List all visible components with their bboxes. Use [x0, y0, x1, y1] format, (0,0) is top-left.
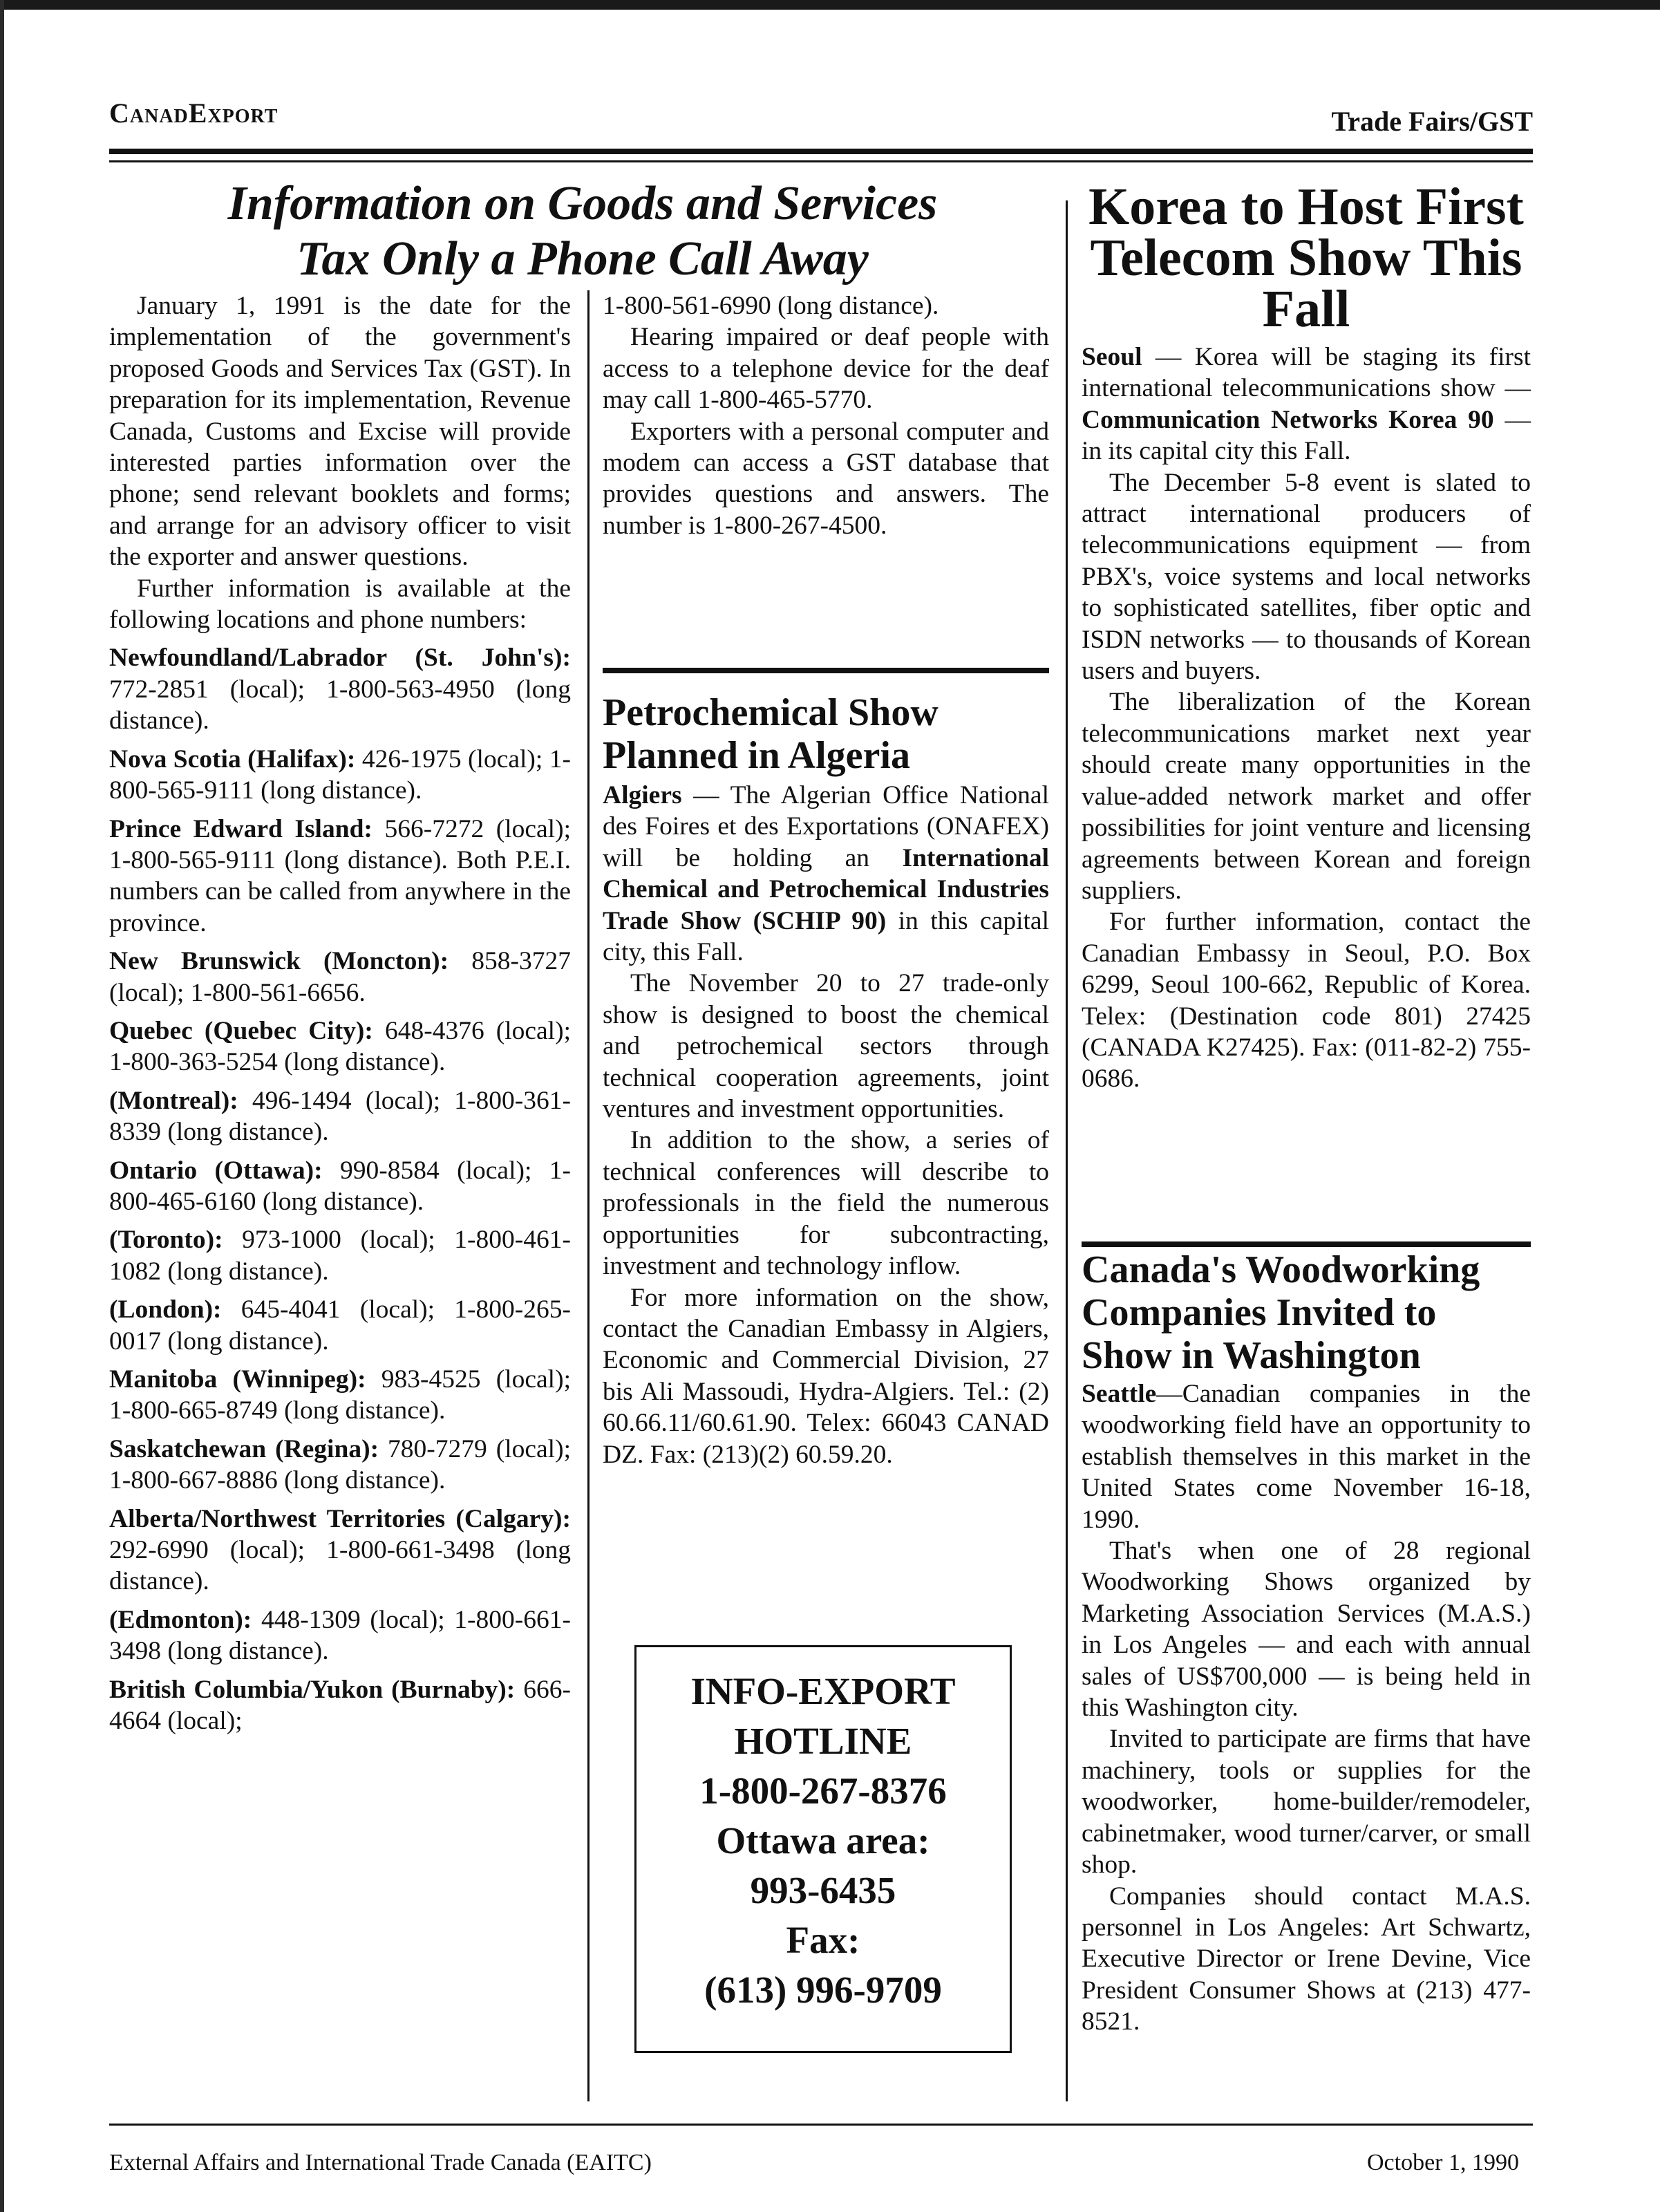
hotline-ottawa-number: 993-6435 [750, 1869, 896, 1911]
korea-headline: Korea to Host First Telecom Show This Fall [1088, 178, 1524, 338]
footer-date: October 1, 1990 [1366, 2150, 1519, 2175]
scan-top-edge [0, 0, 1660, 10]
woodworking-headline: Canada's Woodworking Companies Invited to Show in Washington [1082, 1248, 1480, 1377]
algeria-paragraph-4: For more information on the show, contact the Canadian Embassy in Algiers, Economic and Commercial Division, 27 bis Ali Massoudi, Hydra-Algiers. Tel.: (2) 60.66.11/60.61.90. Telex: 66043 CANAD DZ. Fax: (213)(2) 60.59.20. [603, 1283, 1049, 1469]
location-entry: (London): 645-4041 (local); 1-800-265-0017 (long distance). [109, 1295, 571, 1356]
hotline-title: INFO-EXPORT [690, 1670, 956, 1712]
info-export-hotline-box [634, 1645, 1012, 2053]
woodworking-paragraph-3: Invited to participate are firms that have machinery, tools or supplies for the woodworker, home-builder/remodeler, cabinetmaker, wood turner/carver, or small shop. [1082, 1725, 1531, 1880]
algeria-top-rule [603, 668, 1049, 673]
woodworking-paragraph-1: Seattle—Canadian companies in the woodworking field have an opportunity to establish themselves in this market in the United States come November 16-18, 1990. [1082, 1380, 1531, 1534]
hotline-fax-number: (613) 996-9709 [704, 1969, 942, 2011]
korea-paragraph-2: The December 5-8 event is slated to attract international producers of telecommunications equipment — from PBX's, voice systems and local networks to sophisticated satellites, fiber optic and ISDN networks — to thousands of Korean users and buyers. [1082, 468, 1531, 686]
location-entry: New Brunswick (Moncton): 858-3727 (local); 1-800-561-6656. [109, 947, 571, 1007]
hotline-subtitle: HOTLINE [734, 1720, 912, 1762]
footer-rule [109, 2124, 1533, 2126]
column-divider-1 [587, 290, 590, 2101]
gst-continuation: 1-800-561-6990 (long distance). [603, 292, 939, 320]
algeria-paragraph-1: Algiers — The Algerian Office National des Foires et des Exportations (ONAFEX) will be holding an International Chemical and Petrochemical Industries Trade Show (SCHIP 90) in this capital city, this Fall. [603, 781, 1049, 967]
hotline-fax-label: Fax: [786, 1919, 860, 1961]
location-entry: Ontario (Ottawa): 990-8584 (local); 1-800-465-6160 (long distance). [109, 1156, 572, 1216]
footer-publisher: External Affairs and International Trade Canada (EAITC) [109, 2150, 652, 2175]
column-divider-2 [1066, 200, 1068, 2101]
woodworking-body [1082, 1378, 1531, 2038]
gst-paragraph-locations-intro: Further information is available at the following locations and phone numbers: [109, 574, 571, 635]
korea-paragraph-4: For further information, contact the Canadian Embassy in Seoul, P.O. Box 6299, Seoul 100-662, Republic of Korea. Telex: (Destination code 801) 27425 (CANADA K27425). Fax: (011-82-2) 755-0686. [1082, 908, 1531, 1094]
algeria-paragraph-2: The November 20 to 27 trade-only show is designed to boost the chemical and petrochemical sectors through technical cooperation agreements, joint ventures and investment opportunities. [603, 969, 1049, 1124]
woodworking-paragraph-2: That's when one of 28 regional Woodworking Shows organized by Marketing Association Services (M.A.S.) in Los Angeles — and each with annual sales of US$700,000 — is being held in this Washington city. [1082, 1537, 1531, 1723]
location-entry: Manitoba (Winnipeg): 983-4525 (local); 1-800-665-8749 (long distance). [109, 1365, 571, 1425]
gst-paragraph-deaf: Hearing impaired or deaf people with access to a telephone device for the deaf may call 1-800-465-5770. [603, 323, 1049, 415]
header-rule-thick [109, 149, 1533, 154]
location-entry: Alberta/Northwest Territories (Calgary): 292-6990 (local); 1-800-661-3498 (long distance). [109, 1504, 571, 1596]
location-entry: Saskatchewan (Regina): 780-7279 (local); 1-800-667-8886 (long distance). [109, 1434, 572, 1495]
location-entry: (Montreal): 496-1494 (local); 1-800-361-8339 (long distance). [109, 1086, 571, 1147]
gst-headline-line2: Tax Only a Phone Call Away [296, 232, 869, 285]
location-entry: Prince Edward Island: 566-7272 (local); 1-800-565-9111 (long distance). Both P.E.I. numbers can be called from anywhere in the province. [109, 814, 572, 937]
woodworking-paragraph-4: Companies should contact M.A.S. personnel in Los Angeles: Art Schwartz, Executive Director or Irene Devine, Vice President Consumer Shows at (213) 477-8521. [1082, 1882, 1531, 2036]
location-entry: Nova Scotia (Halifax): 426-1975 (local); 1-800-565-9111 (long distance). [109, 744, 572, 805]
gst-column-1 [109, 290, 571, 1736]
korea-paragraph-1: Seoul — Korea will be staging its first international telecommunications show — Communication Networks Korea 90 — in its capital city this Fall. [1082, 343, 1531, 466]
gst-headline-line1: Information on Goods and Services [227, 177, 938, 230]
gst-location-list [109, 642, 571, 1736]
location-entry: (Edmonton): 448-1309 (local); 1-800-661-3498 (long distance). [109, 1605, 571, 1666]
algeria-headline: Petrochemical Show Planned in Algeria [603, 691, 939, 777]
gst-paragraph-computer: Exporters with a personal computer and modem can access a GST database that provides questions and answers. The number is 1-800-267-4500. [603, 417, 1049, 540]
location-entry: Newfoundland/Labrador (St. John's): 772-2851 (local); 1-800-563-4950 (long distance). [109, 644, 571, 735]
location-entry: Quebec (Quebec City): 648-4376 (local); 1-800-363-5254 (long distance). [109, 1016, 572, 1077]
algeria-paragraph-3: In addition to the show, a series of technical conferences will describe to professionals in the field the numerous opportunities for subcontracting, investment and technology inflow. [603, 1126, 1049, 1281]
woodworking-top-rule [1082, 1241, 1531, 1247]
hotline-ottawa-label: Ottawa area: [716, 1819, 930, 1862]
scan-left-edge [0, 0, 4, 2212]
section-label: Trade Fairs/GST [1331, 106, 1533, 137]
korea-body [1082, 341, 1531, 1095]
algeria-body [603, 780, 1049, 1470]
gst-headline [109, 176, 1056, 287]
hotline-number: 1-800-267-8376 [699, 1770, 947, 1812]
header-rule-thin [109, 160, 1533, 162]
gst-column-2 [603, 290, 1049, 541]
gst-paragraph-intro: January 1, 1991 is the date for the implementation of the government's proposed Goods and Services Tax (GST). In preparation for its implementation, Revenue Canada, Customs and Excise will provide interested parties information over the phone; send relevant booklets and forms; and arrange for an advisory officer to visit the exporter and answer questions. [109, 292, 571, 572]
location-entry: British Columbia/Yukon (Burnaby): 666-4664 (local); [109, 1675, 571, 1736]
publication-name: CanadExport [109, 97, 279, 129]
korea-paragraph-3: The liberalization of the Korean telecommunications market next year should create many opportunities in the value-added network market and offer possibilities for joint venture and licensing agreements between Korean and foreign suppliers. [1082, 688, 1531, 905]
location-entry: (Toronto): 973-1000 (local); 1-800-461-1082 (long distance). [109, 1226, 571, 1286]
